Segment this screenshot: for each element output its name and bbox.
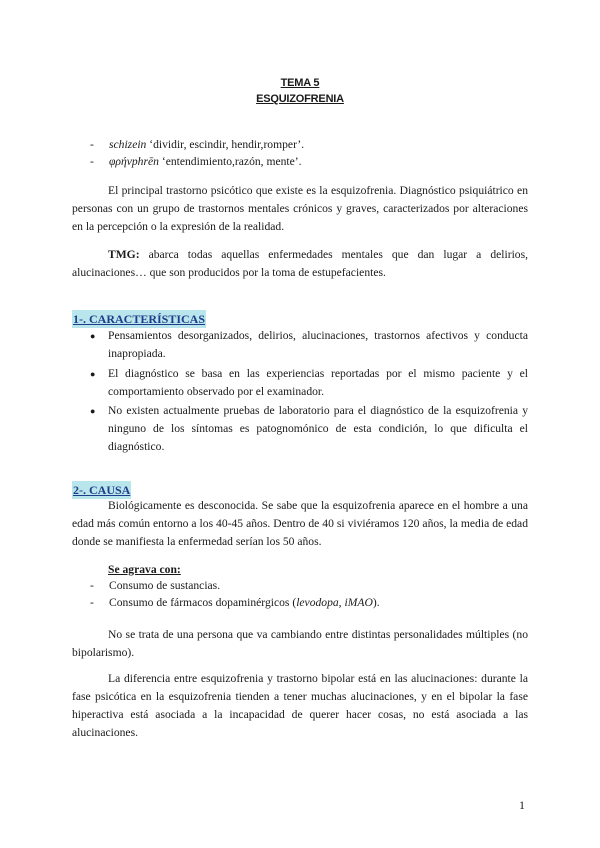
dash-marker: - — [90, 138, 94, 151]
etymology-term: schizein — [109, 138, 147, 151]
dash-marker: - — [90, 579, 94, 592]
list-item-text: Consumo de sustancias. — [109, 579, 221, 592]
bullet-text: No existen actualmente pruebas de laboratorio para el diagnóstico de la esquizofrenia y ninguno de los síntomas es patognomónico de esta condición, lo que dificulta el diagnóstico. — [108, 404, 528, 453]
page-number: 1 — [519, 798, 525, 812]
bullet-text: El diagnóstico se basa en las experiencias reportadas por el mismo paciente y el comportamiento observado por el examinador. — [108, 367, 528, 398]
bullet-marker: ● — [90, 369, 96, 379]
bipolarismo-text: No se trata de una persona que va cambiando entre distintas personalidades múltiples (no bipolarismo). — [72, 628, 528, 659]
bullet-text: Pensamientos desorganizados, delirios, alucinaciones, trastornos afectivos y conducta inapropiada. — [108, 329, 528, 360]
etymology-term: φρήνphrēn — [109, 155, 159, 168]
intro-paragraph — [72, 182, 528, 236]
drug-names: levodopa, iMAO — [296, 596, 373, 609]
tema-label: TEMA 5 — [280, 77, 320, 89]
intro-text: El principal trastorno psicótico que existe es la esquizofrenia. Diagnóstico psiquiátrico en personas con un grupo de trastornos mentales crónicos y graves, caracterizados por alteraciones en la percepción o la expresión de la realidad. — [72, 184, 528, 233]
dash-marker: - — [90, 596, 94, 609]
etymology-meaning: ‘entendimiento,razón, mente’. — [158, 155, 302, 168]
etymology-text — [109, 153, 302, 171]
page-title: ESQUIZOFRENIA — [256, 93, 344, 105]
causa-text: Biológicamente es desconocida. Se sabe que la esquizofrenia aparece en el hombre a una edad más común entorno a los 40-45 años. Dentro de 40 si viviéramos 120 años, la media de edad donde se manifiesta la enfermedad serían los 50 años. — [72, 499, 528, 548]
diferencia-paragraph — [72, 670, 528, 742]
tmg-paragraph — [72, 246, 528, 282]
etymology-text — [109, 136, 304, 154]
section-heading-caracteristicas: 1-. CARACTERÍSTICAS — [73, 312, 206, 326]
dash-marker: - — [90, 155, 94, 168]
section-heading-causa: 2-. CAUSA — [73, 483, 131, 497]
diferencia-text: La diferencia entre esquizofrenia y trastorno bipolar está en las alucinaciones: durante la fase psicótica en la esquizofrenia tienden a tener muchas alucinaciones, y en el bipolar la fase hiperactiva está asociada a la incapacidad de querer hacer cosas, no está asociada a las alucinaciones. — [72, 672, 528, 739]
bullet-marker: ● — [90, 406, 96, 416]
subheading-agrava: Se agrava con: — [108, 563, 181, 576]
etymology-meaning: ‘dividir, escindir, hendir,romper’. — [146, 138, 305, 151]
bullet-marker: ● — [90, 331, 96, 341]
list-item-text: Consumo de fármacos dopaminérgicos (levodopa, iMAO). — [109, 596, 380, 609]
tmg-text: abarca todas aquellas enfermedades mentales que dan lugar a delirios, alucinaciones… que son producidos por la toma de estupefacientes. — [72, 248, 528, 279]
bipolarismo-paragraph — [72, 626, 528, 662]
causa-paragraph — [72, 497, 528, 551]
tmg-label: TMG: — [108, 248, 140, 261]
